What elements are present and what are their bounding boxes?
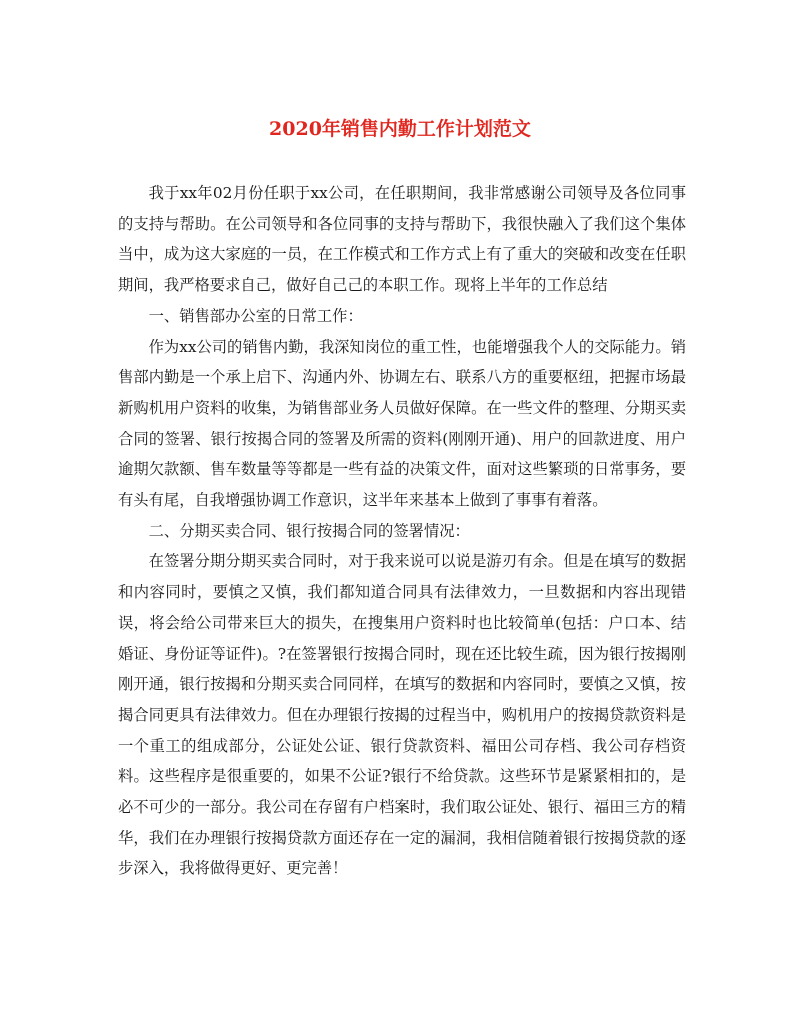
document-body	[118, 178, 686, 884]
section-heading-daily-work: 一、销售部办公室的日常工作：	[148, 306, 363, 325]
document-title: 2020年销售内勤工作计划范文	[269, 118, 531, 140]
section-heading-contracts: 二、分期买卖合同、银行按揭合同的签署情况：	[148, 521, 470, 540]
paragraph-intro: 我于xx年02月份任职于xx公司，在任职期间，我非常感谢公司领导及各位同事的支持与帮助。在公司领导和各位同事的支持与帮助下，我很快融入了我们这个集体当中，成为这大家庭的一员，在工作模式和工作方式上有了重大的突破和改变在任职期间，我严格要求自己，做好自己己的本职工作。现将上半年的工作总结	[118, 184, 686, 295]
paragraph-contracts: 在签署分期分期买卖合同时，对于我来说可以说是游刃有余。但是在填写的数据和内容同时，要慎之又慎，我们都知道合同具有法律效力，一旦数据和内容出现错误，将会给公司带来巨大的损失，在搜集用户资料时也比较简单(包括：户口本、结婚证、身份证等证件)。?在签署银行按揭合同时，现在还比较生疏，因为银行按揭刚刚开通，银行按揭和分期买卖合同同样，在填写的数据和内容同时，要慎之又慎，按揭合同更具有法律效力。但在办理银行按揭的过程当中，购机用户的按揭贷款资料是一个重工的组成部分，公证处公证、银行贷款资料、福田公司存档、我公司存档资料。这些程序是很重要的，如果不公证?银行不给贷款。这些环节是紧紧相扣的，是必不可少的一部分。我公司在存留有户档案时，我们取公证处、银行、福田三方的精华，我们在办理银行按揭贷款方面还存在一定的漏洞，我相信随着银行按揭贷款的逐步深入，我将做得更好、更完善！	[118, 552, 686, 878]
paragraph-daily-work: 作为xx公司的销售内勤，我深知岗位的重工性，也能增强我个人的交际能力。销售部内勤是一个承上启下、沟通内外、协调左右、联系八方的重要枢纽，把握市场最新购机用户资料的收集，为销售部业务人员做好保障。在一些文件的整理、分期买卖合同的签署、银行按揭合同的签署及所需的资料(刚刚开通)、用户的回款进度、用户逾期欠款额、售车数量等等都是一些有益的决策文件，面对这些繁琐的日常事务，要有头有尾，自我增强协调工作意识，这半年来基本上做到了事事有着落。	[118, 337, 686, 510]
